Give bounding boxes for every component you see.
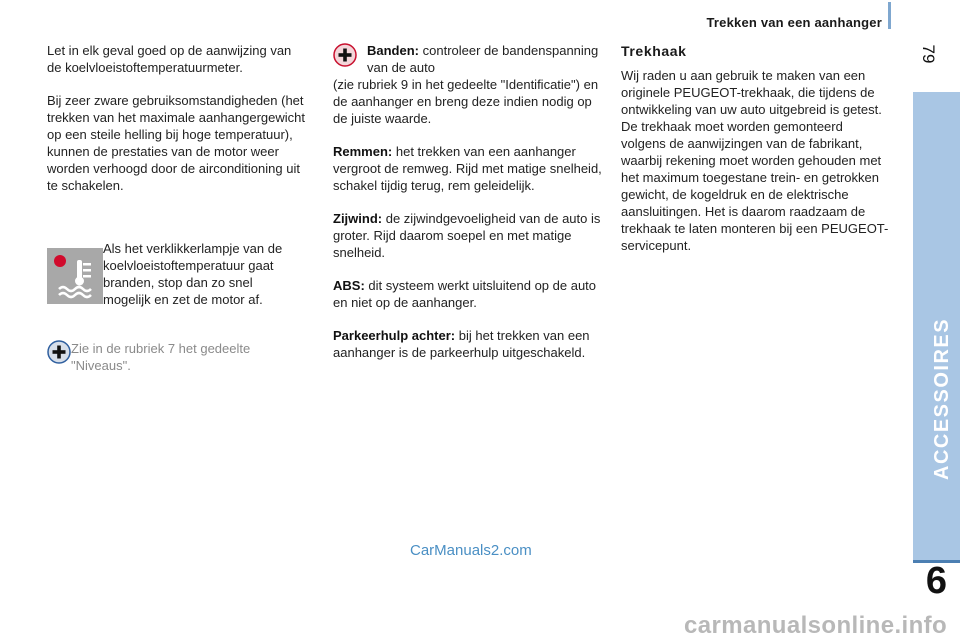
coolant-temperature-warning-icon xyxy=(47,248,103,304)
abs-text: dit systeem werkt uitsluitend op de auto en niet op de aanhanger. xyxy=(333,278,597,310)
warning-text: Als het verklikkerlampje van de koelvloeistoftemperatuur gaat branden, stop dan zo snel mogelijk en zet de motor af. xyxy=(103,241,283,307)
brakes-label: Remmen: xyxy=(333,144,393,159)
plus-info-icon xyxy=(47,340,71,364)
tyres-text: controleer de bandenspanning van de auto xyxy=(367,43,599,75)
crosswind-item xyxy=(333,210,608,261)
brakes-item xyxy=(333,143,608,194)
abs-item xyxy=(333,277,608,311)
column-left xyxy=(47,42,305,374)
watermark-carmanualsonline: carmanualsonline.info xyxy=(684,612,948,639)
tyres-text-continued: (zie rubriek 9 in het gedeelte "Identificatie") en de aanhanger en breng deze indien nodig op de juiste waarde. xyxy=(333,77,599,126)
chapter-label: ACCESSOIRES xyxy=(931,317,953,480)
crosswind-text: de zijwindgevoeligheid van de auto is groter. Rijd daarom soepel en met matige snelheid. xyxy=(333,211,601,260)
chapter-number: 6 xyxy=(925,560,948,602)
crosswind-label: Zijwind: xyxy=(333,211,383,226)
warning-block xyxy=(47,240,305,308)
brakes-text: het trekken van een aanhanger vergroot de remweg. Rijd met matige snelheid, schakel tijdig terug, rem geleidelijk. xyxy=(333,144,602,193)
parking-sensors-label: Parkeerhulp achter: xyxy=(333,328,456,343)
header-rule xyxy=(888,2,891,29)
info-note xyxy=(47,340,305,374)
page-number: 79 xyxy=(919,44,938,64)
towbar-paragraph-2: De trekhaak moet worden gemonteerd volgens de aanwijzingen van de fabrikant, waarbij rekening moet worden gehouden met het maximum toegestane trein- en getrokken gewicht, de kogeldruk en de elektrische aansluitingen. Het is daarom raadzaam de trekhaak te laten monteren bij een PEUGEOT-servicepunt. xyxy=(621,119,889,253)
tyres-item xyxy=(333,42,608,127)
tyres-label: Banden: xyxy=(367,43,419,58)
plus-advice-icon xyxy=(333,43,357,67)
column-middle xyxy=(333,42,608,361)
paragraph-temperature-gauge: Let in elk geval goed op de aanwijzing van de koelvloeistoftemperatuurmeter. xyxy=(47,43,292,75)
abs-label: ABS: xyxy=(333,278,365,293)
towbar-heading: Trekhaak xyxy=(621,43,687,59)
towbar-paragraph-1: Wij raden u aan gebruik te maken van een originele PEUGEOT-trekhaak, die tijdens de ontwikkeling van uw auto uitgebreid is getest. xyxy=(621,68,882,117)
parking-sensors-text: bij het trekken van een aanhanger is de parkeerhulp uitgeschakeld. xyxy=(333,328,590,360)
watermark-carmanuals2: CarManuals2.com xyxy=(410,542,532,559)
paragraph-heavy-conditions: Bij zeer zware gebruiksomstandigheden (het trekken van het maximale aanhangergewicht op een steile helling bij hoge temperatuur), kunnen de prestaties van de motor weer worden verhoogd door de airconditioning uit te schakelen. xyxy=(47,93,305,193)
section-title: Trekken van een aanhanger xyxy=(706,15,882,30)
column-right xyxy=(621,42,891,254)
parking-sensors-item xyxy=(333,327,608,361)
info-note-text: Zie in de rubriek 7 het gedeelte "Niveaus". xyxy=(71,341,251,373)
